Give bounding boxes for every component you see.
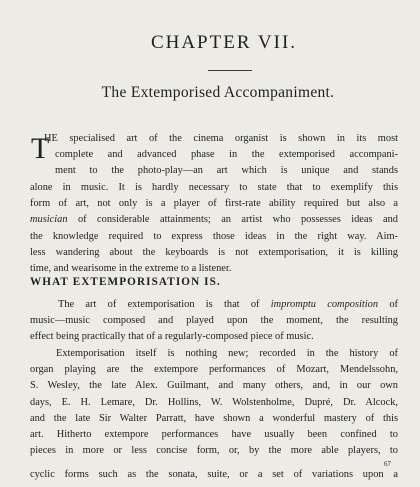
body-line: alone in music. It is hardly necessary to state that to exemplify this — [30, 182, 398, 193]
section-heading: WHAT EXTEMPORISATION IS. — [30, 276, 221, 288]
body-line: complete and advanced phase in the extemporised accompani- — [55, 149, 398, 160]
body-line: organ playing are the extempore performances of Mozart, Mendelssohn, — [30, 364, 398, 375]
page-number: 67 — [384, 460, 391, 468]
body-line: and the late Sir Walter Parratt, have shown a wonderful mastery of this — [30, 413, 398, 424]
body-line: music—music composed and played upon the moment, the resulting — [30, 315, 398, 326]
body-line: S. Wesley, the late Alex. Guilmant, and many others, and, in our own — [30, 380, 398, 391]
body-line: pieces in more or less concise form, or, by the more able players, to — [30, 445, 398, 456]
body-line: art. Hitherto extempore performances have usually been confined to — [30, 429, 398, 440]
body-line: time, and wearisome in the extreme to a listener. — [30, 263, 232, 274]
body-line: form of art, not only is a player of first-rate ability required but also a — [30, 198, 398, 209]
drop-cap: T — [31, 132, 50, 165]
body-line: effect being practically that of a regularly-composed piece of music. — [30, 331, 314, 342]
body-line: the knowledge required to express those ideas in the right way. Aim- — [30, 231, 398, 242]
body-line-impromptu: The art of extemporisation is that of impromptu composition of — [58, 299, 398, 310]
chapter-heading: CHAPTER VII. — [150, 32, 298, 53]
heading-rule — [208, 70, 252, 71]
body-line-musician: musician of considerable attainments; an artist who possesses ideas and — [30, 214, 398, 225]
body-line: days, E. H. Lemare, Dr. Hollins, W. Wolstenholme, Dupré, Dr. Alcock, — [30, 397, 398, 408]
body-line: less wandering about the keyboards is not extemporisation, it is killing — [30, 247, 398, 258]
body-line: cyclic forms such as the sonata, suite, or a set of variations upon a — [30, 469, 398, 480]
body-line: Extemporisation itself is nothing new; recorded in the history of — [56, 348, 398, 359]
body-line: HE specialised art of the cinema organist is shown in its most — [44, 133, 398, 144]
chapter-title: The Extemporised Accompaniment. — [101, 84, 335, 101]
body-line: ment to the photo-play—an art which is unique and stands — [55, 165, 398, 176]
